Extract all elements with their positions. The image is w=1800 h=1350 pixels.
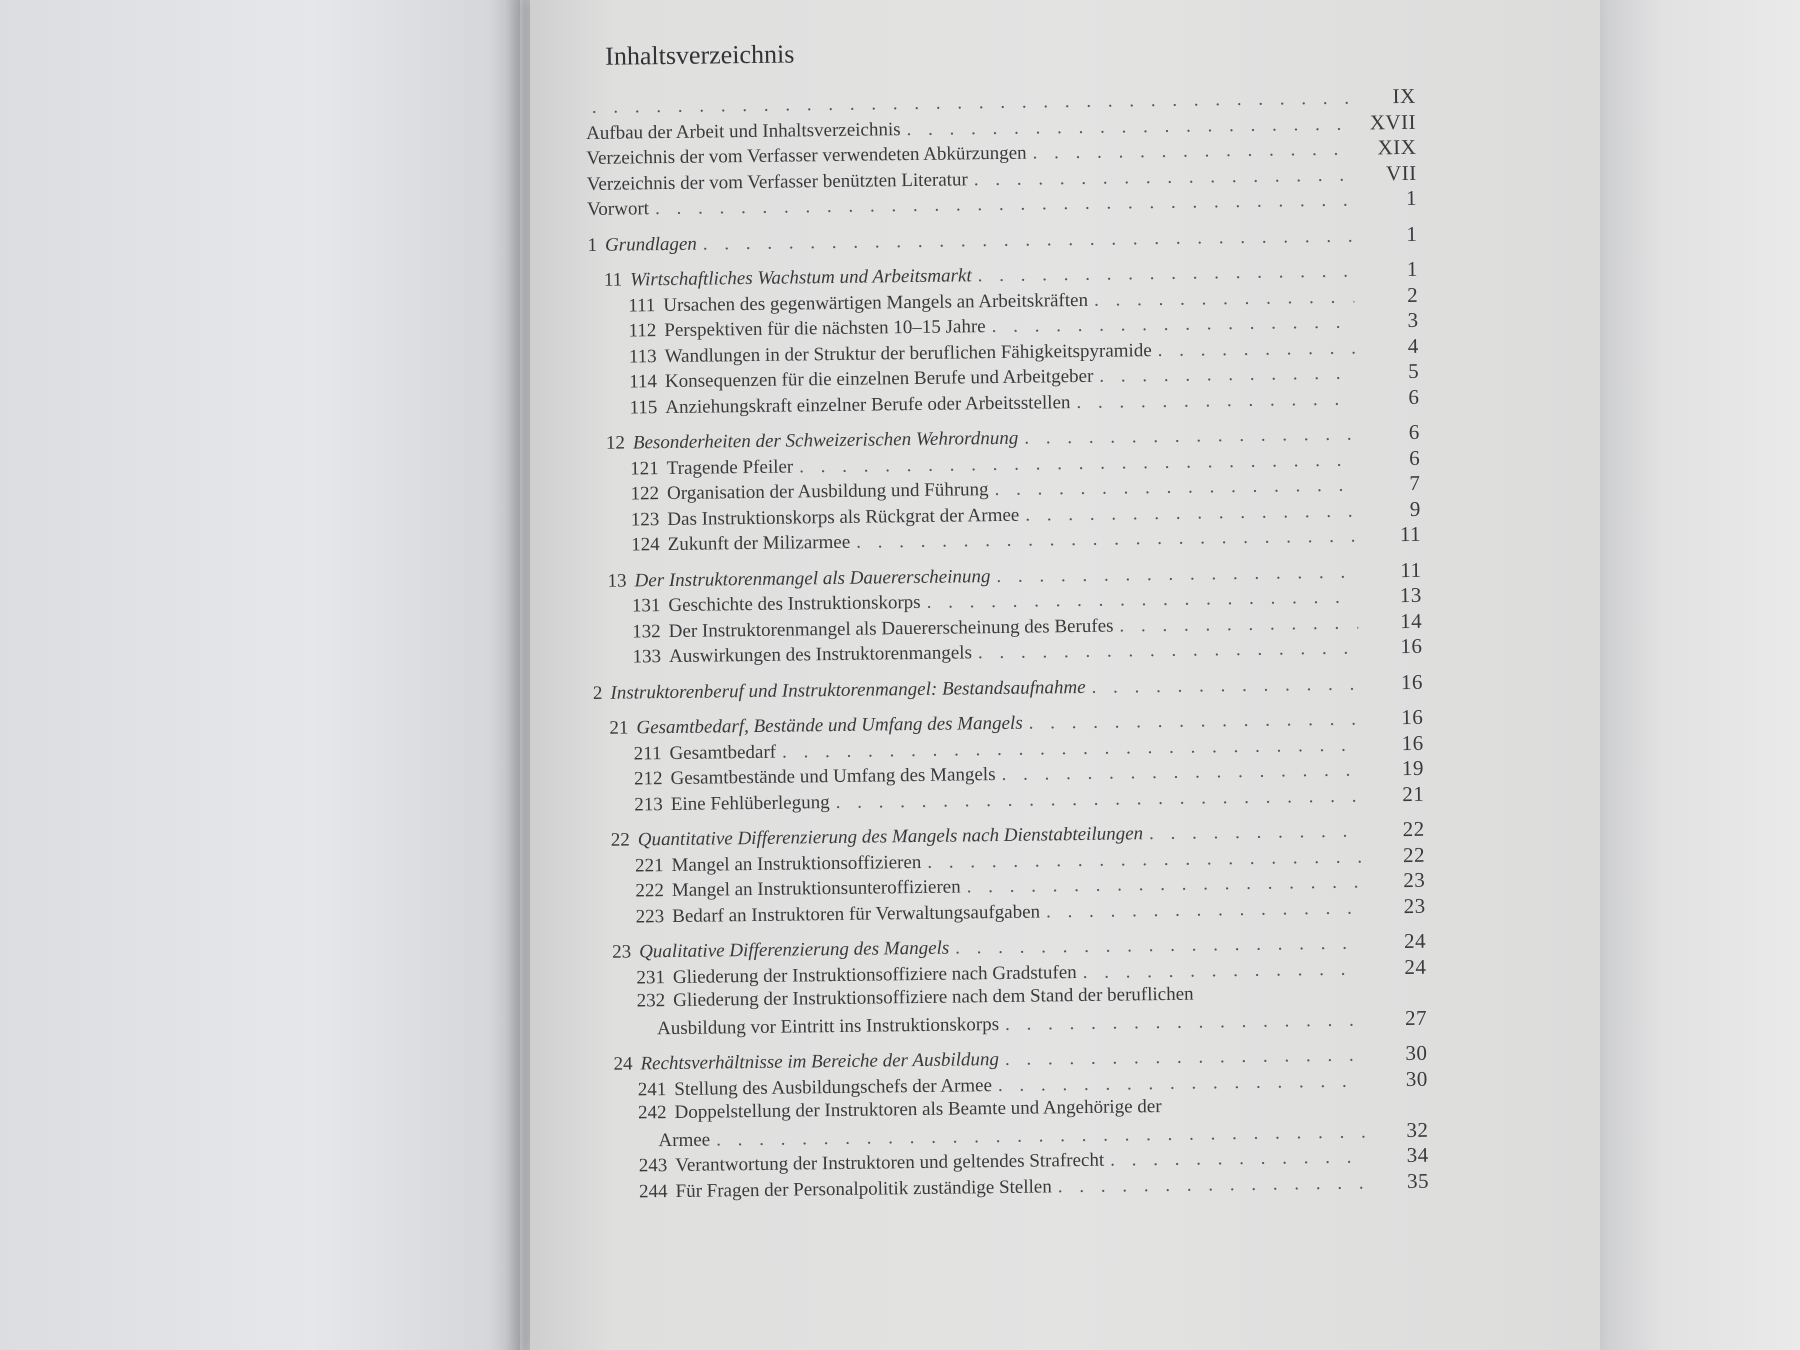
toc-leader-dots [836, 784, 1361, 814]
toc-page-number: 6 [1408, 384, 1420, 409]
toc-text: Verantwortung der Instruktoren und geltendes Strafrecht [675, 1149, 1105, 1176]
toc-text: Quantitative Differenzierung des Mangels nach Dienstabteilungen [637, 823, 1144, 851]
toc-page-number: 2 [1407, 282, 1419, 307]
background [1590, 0, 1800, 1350]
toc-text: Gesamtbedarf, Bestände und Umfang des Mangels [636, 712, 1023, 739]
toc-number: 22 [610, 829, 630, 851]
toc-page-number: VII [1385, 160, 1417, 185]
toc-text: Doppelstellung der Instruktoren als Beamte und Angehörige der [674, 1096, 1162, 1123]
toc-page-number: 13 [1399, 582, 1422, 608]
toc-number: 122 [630, 483, 660, 505]
toc-leader-dots [1046, 896, 1362, 924]
toc-page-number: 1 [1406, 221, 1418, 246]
toc-page-number: 35 [1406, 1168, 1430, 1193]
toc-text: Mangel an Instruktionsoffizieren [671, 851, 922, 876]
toc-sheet [585, 29, 1461, 1339]
toc-number: 12 [605, 432, 626, 454]
toc-page-number: 30 [1405, 1066, 1428, 1091]
toc-text: Gesamtbestände und Umfang des Mangels [670, 764, 996, 790]
toc-number: 232 [636, 990, 666, 1012]
toc-number: 241 [637, 1078, 667, 1100]
toc-page-number: 21 [1402, 781, 1425, 806]
toc-page-number: 23 [1403, 893, 1426, 918]
toc-text: Gesamtbedarf [669, 741, 777, 764]
toc-number: 2 [592, 682, 603, 704]
toc-page-number: 4 [1407, 333, 1419, 358]
toc-entry [593, 669, 1423, 703]
toc-page-number: 9 [1409, 496, 1421, 521]
toc-number: 121 [630, 457, 659, 479]
toc-page-number: 14 [1400, 608, 1423, 633]
toc-page-number: 6 [1408, 419, 1420, 444]
toc-leader-dots [1091, 672, 1359, 699]
toc-leader-dots [703, 224, 1354, 256]
toc-number: 213 [634, 793, 663, 815]
toc-text: Das Instruktionskorps als Rückgrat der Armee [667, 504, 1020, 530]
toc-number: 221 [634, 854, 664, 876]
toc-text: Wirtschaftliches Wachstum und Arbeitsmarkt [630, 265, 972, 291]
toc-page-number: 24 [1404, 954, 1427, 979]
toc-number: 115 [629, 396, 658, 418]
toc-text: Geschichte des Instruktionskorps [668, 591, 921, 617]
toc-text: Konsequenzen für die einzelnen Berufe und Arbeitgeber [664, 365, 1094, 393]
toc-leader-dots [1149, 820, 1361, 847]
toc-indent [597, 1034, 657, 1035]
toc-page-number: 32 [1406, 1117, 1429, 1142]
toc-page-number [1368, 1109, 1428, 1110]
toc-page-number: 16 [1400, 633, 1423, 659]
toc-text: Verzeichnis der vom Verfasser verwendeten Abkürzungen [586, 142, 1027, 169]
toc-number: 211 [633, 742, 662, 764]
toc-number: 124 [631, 534, 660, 556]
toc-text: Tragende Pfeiler [666, 455, 794, 479]
toc-page-number: 7 [1409, 470, 1421, 495]
toc-leader-dots [1076, 387, 1355, 414]
toc-page-number: 24 [1403, 928, 1427, 954]
toc-number: 23 [612, 941, 632, 963]
toc-entry [587, 221, 1417, 255]
toc-number: 13 [607, 570, 627, 592]
toc-indent [599, 1146, 659, 1147]
toc-text: Organisation der Ausbildung und Führung [666, 479, 989, 505]
toc-leader-dots [1200, 998, 1363, 1000]
toc-page-number: 30 [1405, 1040, 1428, 1066]
toc-text: Bedarf an Instruktoren für Verwaltungsaufgaben [672, 901, 1041, 927]
toc-number: 112 [628, 320, 657, 342]
toc-text: Eine Fehlüberlegung [670, 791, 830, 815]
toc-page-number: 16 [1400, 669, 1424, 694]
toc-page-number: XVII [1369, 109, 1417, 134]
toc-number: 222 [635, 880, 665, 902]
toc-number: 223 [635, 905, 665, 927]
toc-number: 133 [632, 646, 662, 668]
toc-leader-dots [1005, 1008, 1363, 1036]
toc-page-number: 6 [1409, 445, 1421, 470]
toc-text: Gliederung der Instruktionsoffiziere nach dem Stand der beruflichen [673, 983, 1194, 1011]
book-page [530, 0, 1600, 1350]
toc-number: 123 [630, 508, 660, 530]
toc-text: Instruktorenberuf und Instruktorenmangel: Bestandsaufnahme [610, 676, 1086, 704]
toc-page-number: 11 [1400, 557, 1422, 582]
toc-page-number: IX [1392, 83, 1416, 109]
toc-number: 1 [587, 234, 598, 256]
toc-text: Qualitative Differenzierung des Mangels [639, 937, 950, 963]
toc-number: 244 [638, 1180, 668, 1202]
toc-number: 114 [629, 371, 658, 393]
toc-page-number: 34 [1406, 1142, 1429, 1168]
toc-number: 132 [632, 620, 661, 642]
toc-leader-dots [1119, 611, 1358, 638]
toc-leader-dots [1168, 1110, 1364, 1112]
toc-leader-dots [978, 637, 1359, 666]
toc-text: Zukunft der Milizarmee [667, 531, 851, 556]
toc-number: 243 [638, 1155, 668, 1177]
toc-page-number: 3 [1407, 307, 1419, 332]
toc-page-number: 27 [1404, 1005, 1428, 1030]
toc-number: 113 [628, 345, 657, 367]
toc-page-number: 19 [1401, 755, 1425, 781]
toc-page-number: 5 [1407, 358, 1420, 383]
toc-number: 242 [637, 1102, 667, 1124]
toc-text: Armee [658, 1129, 711, 1151]
toc-text: Ausbildung vor Eintritt ins Instruktionskorps [656, 1013, 1000, 1039]
toc-text: Mangel an Instruktionsunteroffizieren [671, 876, 961, 902]
toc-leader-dots [1058, 1171, 1366, 1199]
toc-text: Verzeichnis der vom Verfasser benützten Literatur [586, 168, 968, 195]
toc-number: 111 [628, 294, 656, 316]
toc-text: Gliederung der Instruktionsoffiziere nach Gradstufen [672, 961, 1077, 988]
toc-text: Der Instruktorenmangel als Dauererscheinung [634, 565, 991, 591]
toc-leader-dots [856, 525, 1357, 555]
toc-number: 24 [613, 1053, 633, 1075]
toc-page-number: 23 [1403, 867, 1426, 893]
toc-leader-dots [655, 189, 1353, 222]
toc-text: Anziehungskraft einzelner Berufe oder Arbeitsstellen [665, 391, 1071, 418]
toc-text: Wandlungen in der Struktur der beruflichen Fähigkeitspyramide [664, 339, 1152, 367]
toc-number: 21 [609, 717, 629, 739]
toc-page-number: 22 [1402, 816, 1425, 842]
toc-leader-dots [1158, 336, 1355, 362]
toc-text: Perspektiven für die nächsten 10–15 Jahre [664, 316, 986, 342]
toc-text: Aufbau der Arbeit und Inhaltsverzeichnis [586, 118, 901, 144]
toc-text: Grundlagen [604, 233, 697, 256]
toc-page-number: 1 [1406, 256, 1419, 281]
toc-page-number: 1 [1405, 185, 1418, 210]
toc-text: Besonderheiten der Schweizerischen Wehrordnung [632, 427, 1019, 454]
toc-page-number: 22 [1402, 842, 1426, 867]
toc-number: 11 [603, 269, 623, 291]
toc-page-number: 11 [1399, 521, 1422, 547]
toc-text: Rechtsverhältnisse im Bereiche der Ausbildung [640, 1049, 1000, 1075]
toc-page-number: 16 [1401, 704, 1424, 730]
toc-page-number: XIX [1377, 134, 1417, 160]
toc-text: Auswirkungen des Instruktorenmangels [668, 642, 973, 668]
toc-number: 212 [633, 768, 663, 790]
toc-text: Stellung des Ausbildungschefs der Armee [674, 1074, 993, 1100]
toc-text: Für Fragen der Personalpolitik zuständige Stellen [675, 1175, 1052, 1202]
toc-number: 231 [636, 966, 666, 988]
page-title: Inhaltsverzeichnis [605, 39, 795, 71]
toc-text: Vorwort [586, 198, 650, 220]
left-page [0, 0, 520, 1350]
toc-page-number [1367, 997, 1427, 998]
toc-text: Ursachen des gegenwärtigen Mangels an Arbeitskräften [663, 289, 1089, 316]
toc-number: 131 [631, 595, 661, 617]
toc-text: Der Instruktorenmangel als Dauererscheinung des Berufes [668, 615, 1114, 642]
toc-page-number: 16 [1401, 730, 1424, 755]
